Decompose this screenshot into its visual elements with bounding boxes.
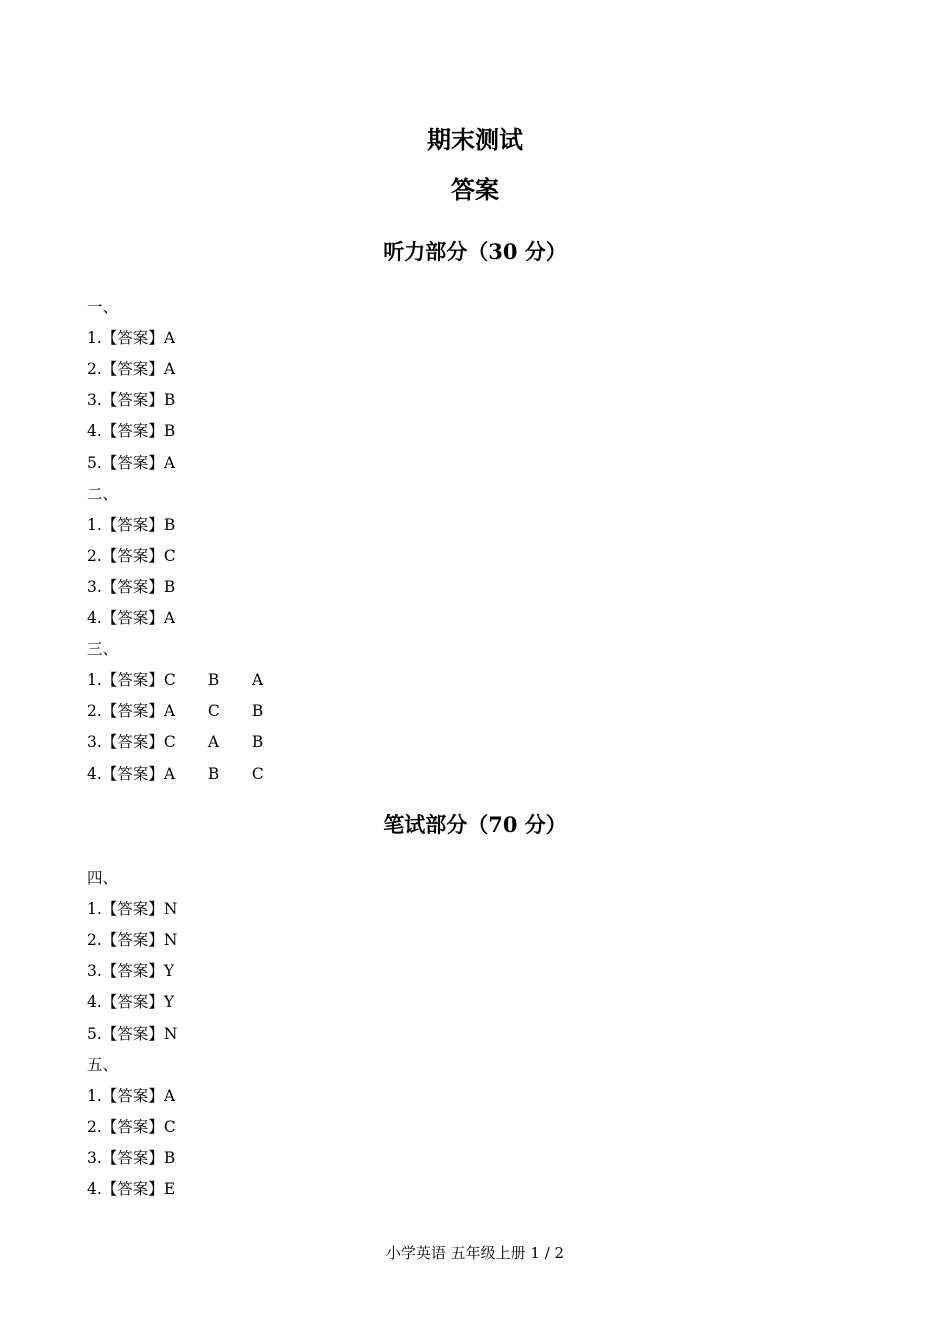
answer-row <box>87 546 176 566</box>
question-number: 2. <box>87 702 102 721</box>
section-heading-listening: 听力部分（30 分） <box>383 239 567 264</box>
question-number: 2. <box>87 1117 102 1136</box>
answer-row <box>87 608 175 628</box>
question-number: 2. <box>87 931 102 950</box>
answer-row <box>87 1179 175 1199</box>
answer-value: N <box>163 1024 178 1043</box>
answer-row <box>87 670 263 690</box>
answer-value: E <box>163 1180 176 1198</box>
answer-tag: 【答案】 <box>101 733 164 752</box>
answer-row <box>87 1148 175 1168</box>
page-footer: 小学英语 五年级上册 1 / 2 <box>385 1244 565 1262</box>
answer-tag: 【答案】 <box>101 671 164 690</box>
answer-tag: 【答案】 <box>101 1117 164 1136</box>
answer-tag: 【答案】 <box>101 993 164 1012</box>
answer-tag: 【答案】 <box>101 1180 164 1198</box>
answer-row <box>87 764 264 784</box>
answer-value: B <box>251 733 264 752</box>
answer-value: A <box>163 329 176 348</box>
answer-row <box>87 732 263 752</box>
part-label: 三、 <box>87 640 119 659</box>
answer-row <box>87 1117 176 1137</box>
answer-row <box>87 961 174 981</box>
answer-value: A <box>163 702 176 721</box>
part-label: 四、 <box>87 869 119 887</box>
answer-value: B <box>163 577 176 596</box>
question-number: 5. <box>87 453 102 472</box>
answer-row <box>87 701 263 721</box>
answer-tag: 【答案】 <box>101 453 164 472</box>
answer-row <box>87 421 175 441</box>
question-number: 4. <box>87 1180 102 1198</box>
answer-tag: 【答案】 <box>101 515 164 534</box>
answer-tag: 【答案】 <box>101 931 164 950</box>
question-number: 1. <box>87 515 102 534</box>
answer-value: A <box>163 609 176 627</box>
answer-value: A <box>163 1086 176 1105</box>
question-number: 3. <box>87 1148 102 1167</box>
question-number: 4. <box>87 609 102 627</box>
answer-tag: 【答案】 <box>101 360 164 379</box>
answer-row <box>87 359 175 379</box>
question-number: 2. <box>87 546 102 565</box>
question-number: 4. <box>87 764 102 783</box>
answer-tag: 【答案】 <box>101 1086 164 1105</box>
answer-row <box>87 390 175 410</box>
question-number: 1. <box>87 900 102 919</box>
question-number: 1. <box>87 1086 102 1105</box>
answer-value: C <box>207 702 220 721</box>
answer-tag: 【答案】 <box>101 609 164 627</box>
answer-row <box>87 899 177 919</box>
answer-value: B <box>207 671 220 690</box>
answer-row <box>87 930 177 950</box>
question-number: 2. <box>87 360 102 379</box>
answer-value: A <box>163 764 176 783</box>
answer-value: A <box>207 733 220 752</box>
answer-tag: 【答案】 <box>101 702 164 721</box>
question-number: 1. <box>87 671 102 690</box>
answer-tag: 【答案】 <box>101 1024 164 1043</box>
answer-value: Y <box>163 962 175 981</box>
part-label: 二、 <box>87 484 119 503</box>
answer-value: B <box>163 422 176 441</box>
question-number: 3. <box>87 391 102 410</box>
answer-row <box>87 1086 175 1106</box>
question-number: 4. <box>87 993 102 1012</box>
answer-row <box>87 328 175 348</box>
question-number: 3. <box>87 733 102 752</box>
page-subtitle: 答案 <box>451 175 499 204</box>
answer-value: B <box>163 515 176 534</box>
answer-tag: 【答案】 <box>101 764 164 783</box>
answer-value: N <box>163 931 178 950</box>
page-title: 期末测试 <box>427 125 523 154</box>
answer-value: B <box>207 764 220 783</box>
answer-value: C <box>163 671 176 690</box>
question-number: 5. <box>87 1024 102 1043</box>
answer-value: C <box>163 546 176 565</box>
answer-row <box>87 577 175 597</box>
answer-tag: 【答案】 <box>101 422 164 441</box>
answer-tag: 【答案】 <box>101 900 164 919</box>
answer-tag: 【答案】 <box>101 962 164 981</box>
question-number: 3. <box>87 962 102 981</box>
part-label: 五、 <box>87 1055 119 1074</box>
answer-value: A <box>163 360 176 379</box>
answer-value: B <box>163 1148 176 1167</box>
answer-value: B <box>163 391 176 410</box>
question-number: 3. <box>87 577 102 596</box>
answer-value: N <box>163 900 178 919</box>
answer-tag: 【答案】 <box>101 577 164 596</box>
answer-value: C <box>163 733 176 752</box>
answer-tag: 【答案】 <box>101 546 164 565</box>
answer-value: A <box>251 671 264 690</box>
answer-tag: 【答案】 <box>101 1148 164 1167</box>
answer-tag: 【答案】 <box>101 391 164 410</box>
answer-row <box>87 453 175 473</box>
answer-row <box>87 515 175 535</box>
part-label: 一、 <box>87 298 119 316</box>
answer-row <box>87 992 174 1012</box>
answer-tag: 【答案】 <box>101 329 164 348</box>
question-number: 1. <box>87 329 102 348</box>
answer-value: C <box>163 1117 176 1136</box>
section-heading-writing: 笔试部分（70 分） <box>383 812 567 837</box>
answer-value: Y <box>163 993 175 1012</box>
question-number: 4. <box>87 422 102 441</box>
answer-value: C <box>251 764 264 783</box>
answer-value: A <box>163 453 176 472</box>
answer-value: B <box>251 702 264 721</box>
answer-row <box>87 1024 177 1044</box>
